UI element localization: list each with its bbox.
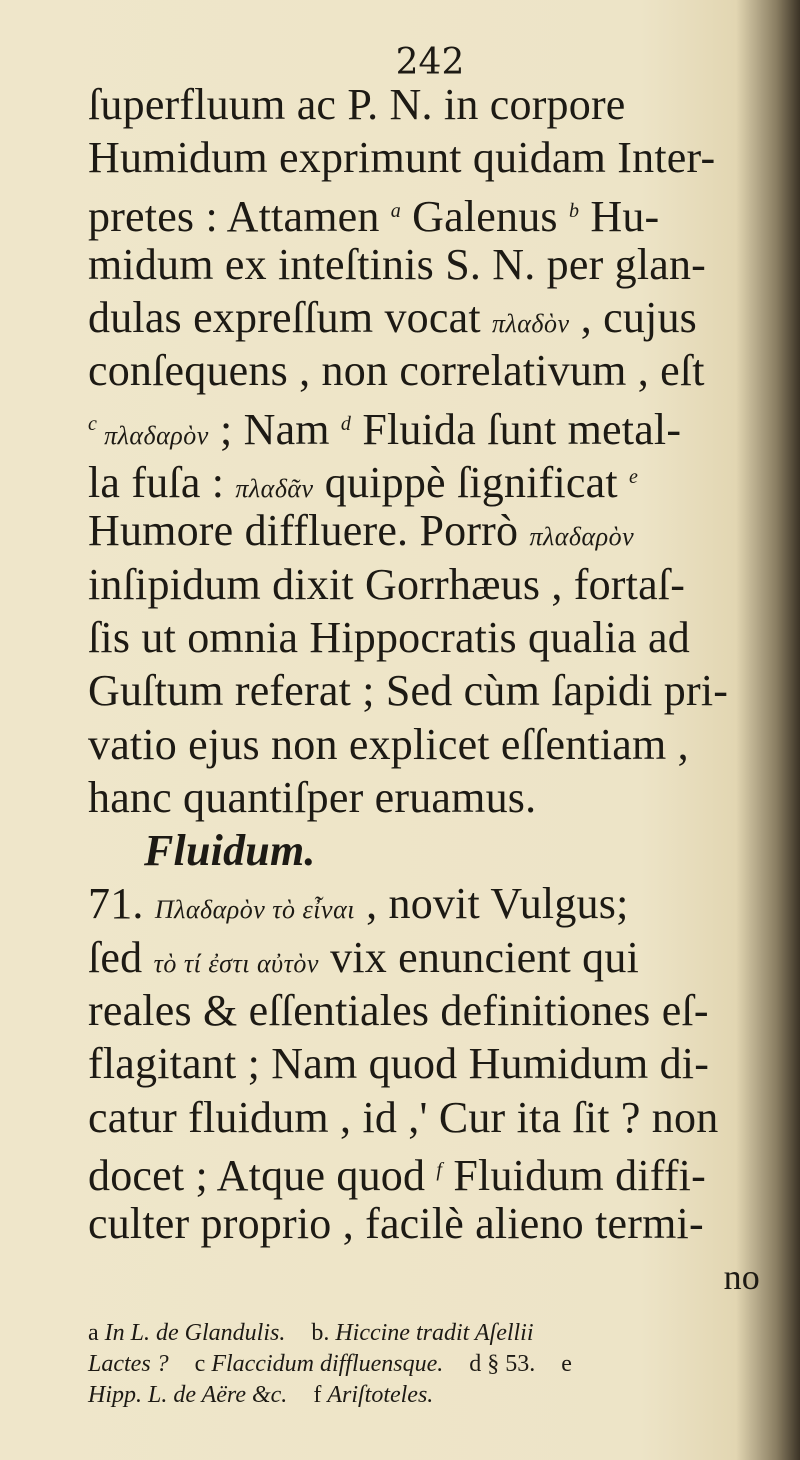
text-line [88,1037,768,1090]
footnote-text: b. [311,1320,336,1346]
text-segment: flagitant ; Nam quod Humidum di- [88,1039,710,1089]
text-line [88,451,768,508]
text-line [88,185,768,241]
text-segment: pretes : Attamen [88,191,391,241]
text-line [88,1091,768,1144]
text-segment: Fluidum diffi- [442,1150,706,1200]
section-heading: Fluidum. [144,826,316,876]
text-line [88,1144,768,1200]
text-segment: conſequens , non correlativum , eſt [88,346,705,396]
greek-word: πλαδὸν [491,309,570,339]
greek-word: πλαδαρὸν [97,420,209,450]
greek-word: πλαδᾶν [235,474,314,504]
text-line [88,877,768,930]
footnote-text: c [194,1351,212,1377]
text-line [88,664,768,717]
text-segment: dulas expreſſum vocat [88,293,492,343]
footnotes [88,1318,778,1411]
text-line [88,238,768,291]
footnote-marker: f [436,1158,443,1181]
text-line [88,984,768,1037]
text-line [88,291,768,344]
text-segment: , cujus [569,293,697,343]
text-segment: Hu- [579,191,660,241]
catchword: no [723,1256,760,1297]
footnote-text: d § 53. [469,1351,536,1377]
text-segment: docet ; Atque quod [88,1150,437,1200]
text-line [88,78,768,131]
footnote-text: Hiccine tradit Aſellii [335,1320,534,1346]
text-segment: 71. [88,879,155,929]
greek-word: πλαδαρὸν [529,522,635,552]
text-segment: , novit Vulgus; [354,879,629,929]
text-segment: ; Nam [208,404,341,454]
text-line [88,344,768,397]
text-segment: Guſtum referat ; Sed cùm ſapidi pri- [88,666,729,716]
text-line [88,611,768,664]
greek-word: Πλαδαρὸν τὸ εἶναι [154,895,355,925]
footnote-text: Ariſtoteles. [327,1382,434,1408]
text-segment: vatio ejus non explicet eſſentiam , [88,719,689,769]
footnote-marker: b [568,199,580,222]
footnote-line [88,1318,778,1349]
footnote-text: In L. de Glandulis. [104,1320,286,1346]
text-line [88,1197,768,1250]
footnote-line [88,1380,778,1411]
text-segment: quippè ſignificat [313,458,629,508]
footnote-text: Lactes ? [88,1351,169,1377]
text-line [88,771,768,824]
text-segment: Humore diffluere. Porrò [88,506,530,556]
text-line [88,558,768,611]
text-segment: ſuperfluum ac P. N. in corpore [88,80,626,129]
text-segment: Galenus [400,191,569,241]
text-line [88,131,768,184]
text-segment: midum ex inteſtinis S. N. per glan- [88,239,707,289]
text-segment: inſipidum dixit Gorrhæus , fortaſ- [88,559,686,609]
footnote-text: e [561,1351,572,1377]
text-segment: catur fluidum , id ,' Cur ita ſit ? non [88,1092,719,1142]
footnote-marker: d [340,412,352,435]
text-segment: vix enuncient qui [318,932,640,982]
footnote-marker: a [390,199,401,222]
footnote-text: f [313,1382,328,1408]
text-segment: reales & eſſentiales definitiones eſ- [88,986,709,1036]
text-line [88,504,768,557]
footnote-marker: e [629,466,639,489]
footnote-marker: c [88,412,98,435]
text-segment: hanc quantiſper eruamus. [88,772,537,822]
text-line [88,398,768,454]
page-number: 242 [395,42,465,83]
text-line [88,1251,768,1304]
text-line [88,718,768,771]
main-text [88,78,768,1304]
text-segment: Humidum exprimunt quidam Inter- [88,133,716,183]
text-line [88,931,768,984]
text-line [88,824,768,877]
text-segment: ſis ut omnia Hippocratis qualia ad [88,612,690,662]
text-segment: culter proprio , facilè alieno termi- [88,1199,704,1249]
footnote-text: Flaccidum diffluensque. [211,1351,444,1377]
text-segment: ſed [88,932,154,982]
footnote-line [88,1349,778,1380]
footnote-text: a [88,1320,105,1346]
greek-word: τὸ τί ἐστι αὐτὸν [153,948,319,978]
footnote-text: Hipp. L. de Aëre &c. [88,1382,288,1408]
text-segment: Fluida ſunt metal- [351,404,682,454]
text-segment: la fuſa : [88,458,236,508]
